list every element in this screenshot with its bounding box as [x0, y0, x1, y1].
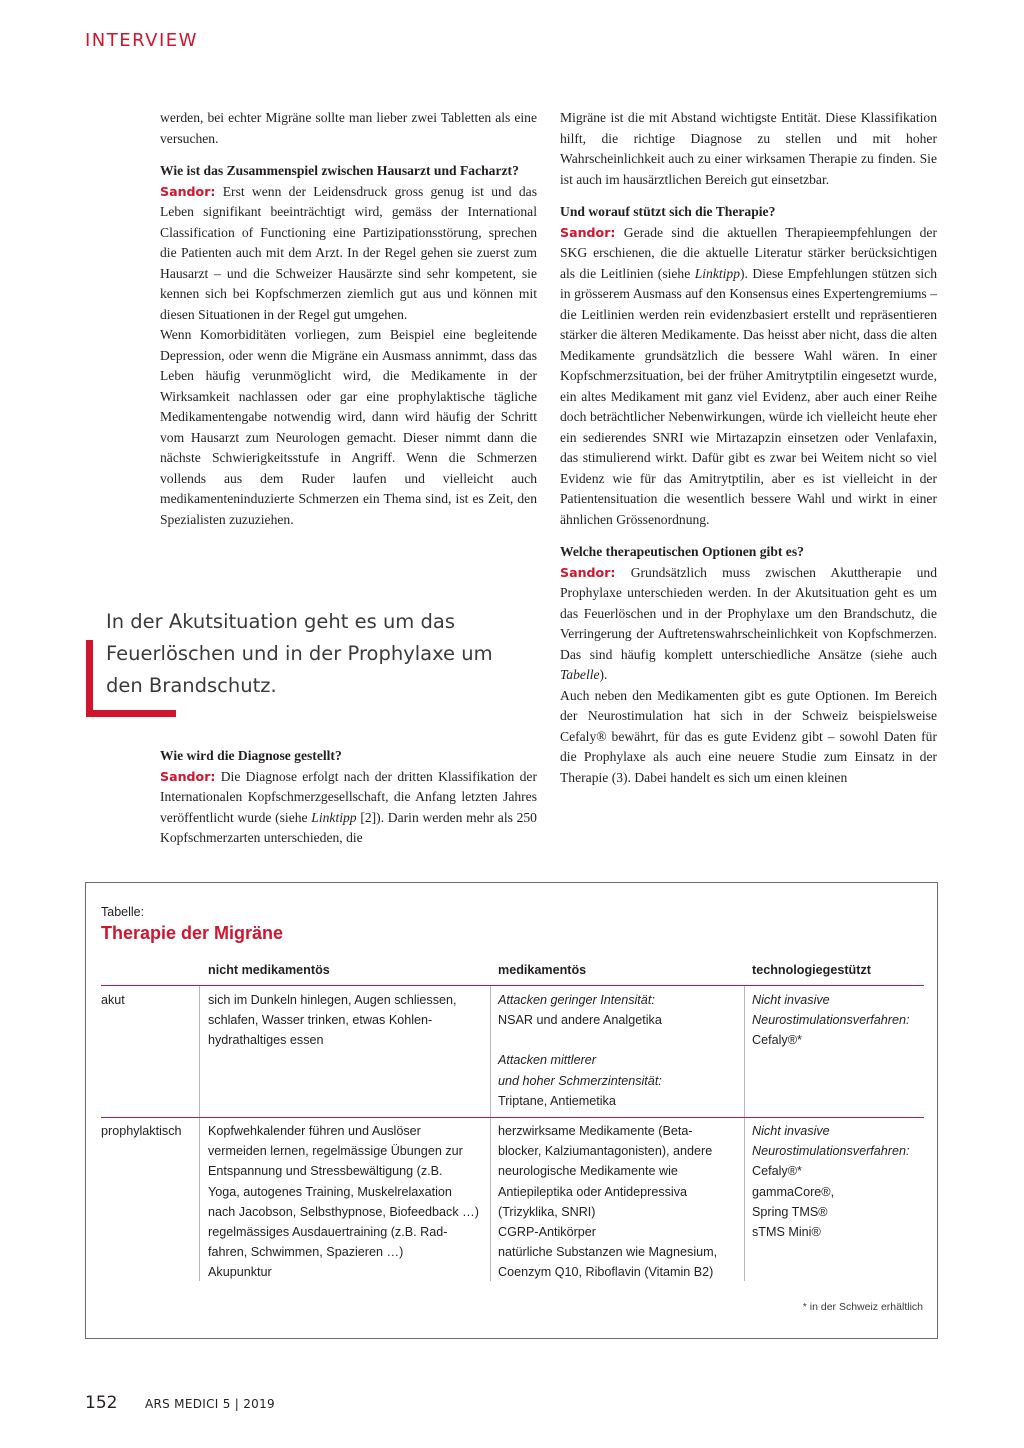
page-number: 152: [85, 1393, 118, 1413]
cell-line: Neurostimulationsverfahren:: [752, 1144, 910, 1159]
pull-quote: In der Akutsituation geht es um das Feuerlöschen und in der Prophylaxe um den Brandschutz.: [106, 610, 493, 697]
header-tech: technologiegestützt: [752, 963, 871, 977]
pull-quote-bracket-vertical: [86, 640, 93, 717]
cell-line: gammaCore®,: [752, 1184, 835, 1199]
header-med: medikamentös: [498, 963, 587, 977]
cell-line: blocker, Kalziumantagonisten), andere: [498, 1144, 713, 1159]
cell-line: natürliche Substanzen wie Magnesium,: [498, 1245, 718, 1260]
cell-line: CGRP-Antikörper: [498, 1225, 596, 1240]
paragraph: Migräne ist die mit Abstand wichtigste Entität. Diese Klassifikation hilft, die richtige Diagnose zu stellen und mit hoher Wahrscheinlichkeit auch zu einer wirksamen Therapie zu finden. Sie ist auch im hausärztlichen Bereich gut einsetzbar.: [560, 110, 937, 187]
cell-line: Antiepileptika oder Antidepressiva: [498, 1184, 688, 1199]
question-heading: Wie wird die Diagnose gestellt?: [160, 748, 342, 763]
answer-paragraph: [560, 563, 937, 686]
table-title: Therapie der Migräne: [101, 923, 284, 943]
answer-text: Grundsätzlich muss zwischen Akuttherapie und Prophylaxe unterschieden werden. In der Akutsituation geht es um das Feuerlöschen und in der Prophylaxe um den Brandschutz, die Verringerung der Auftretenswahrscheinlichkeit von Kopfschmerzen. Das sind häufig komplett unterschiedliche Ansätze (siehe auch: [560, 564, 937, 662]
paragraph: Wenn Komorbiditäten vorliegen, zum Beispiel eine begleitende Depression, oder wenn die Migräne ein Ausmass annimmt, dass das Leben häufig verunmöglicht wird, die Medikamente in der Wirksamkeit nachlassen oder gar eine prophylaktische tägliche Medikamentengabe notwendig wird, dann wird häufig der Schritt vom Hausarzt zum Neurologen gemacht. Dieser nimmt dann die nächste Schwierigkeitsstufe in Angriff. Wenn die Schmerzen vollends aus dem Ruder laufen und vielleicht auch medikamenteninduzierte Schmerzen ein Thema sind, ist es Zeit, den Spezialisten zuzuziehen.: [160, 327, 537, 527]
answer-text: ). Diese Empfehlungen stützen sich in grösserem Ausmass auf den Konsensus eines Expertengremiums – die Leitlinien werden rein evidenzbasiert erstellt und repräsentieren stärker die älteren Medikamente. Das heisst aber nicht, dass die alten Medikamente grundsätzlich die bessere Wahl wären. In einer Kopfschmerzsituation, bei der früher Amitrytptilin eingesetzt wurde, ein altes Medikament mit ganz viel Evidenz, aber auch einer Reihe doch beträchtlicher Nebenwirkungen, würde ich vielleicht heute eher ein sedierendes SNRI wie Mirtazapzin einsetzen oder Venlafaxin, das stimulierend wirkt. Dafür gibt es zwar bei Weitem nicht so viel Evidenz wie für das Amitrytptilin, aber es ist vielleicht in der Patientensituation die wesentlich bessere Wahl und wirkt in einer ähnlichen Grössenordnung.: [560, 265, 937, 527]
cell-line: sTMS Mini®: [752, 1225, 821, 1240]
column-divider: [744, 986, 745, 1281]
answer-text: Die Diagnose erfolgt nach der dritten Klassifikation der Internationalen Kopfschmerzgesellschaft, die Anfang letzten Jahres veröffentlicht wurde (siehe: [160, 768, 537, 825]
cell-line: und hoher Schmerzintensität:: [498, 1073, 662, 1088]
table-rule: [101, 985, 924, 986]
cell-line: Triptane, Antiemetika: [498, 1093, 616, 1108]
table-cell: [498, 1121, 717, 1283]
cell-line: schlafen, Wasser trinken, etwas Kohlen-: [208, 1013, 433, 1028]
cell-line: Akupunktur: [208, 1265, 272, 1280]
table-cell: [752, 990, 910, 1051]
cell-line: Attacken geringer Intensität:: [498, 993, 655, 1007]
cell-line: NSAR und andere Analgetika: [498, 1013, 662, 1028]
row-label: akut: [101, 993, 125, 1007]
therapy-table: [85, 882, 938, 1339]
cell-line: Kopfwehkalender führen und Auslöser: [208, 1124, 421, 1138]
paragraph: werden, bei echter Migräne sollte man lieber zwei Tabletten als eine versuchen.: [160, 110, 537, 146]
paragraph: Auch neben den Medikamenten gibt es gute Optionen. Im Bereich der Neurostimulation hat sich in der Schweiz beispielsweise Cefaly® bewährt, für das es gute Evidenz gibt – sowohl Daten für die Prophylaxe als auch eine neuere Studie zum Einsatz in der Therapie (3). Dabei handelt es sich um einen kleinen: [560, 687, 937, 785]
cell-line: (Trizyklika, SNRI): [498, 1204, 596, 1219]
table-rule: [101, 1117, 924, 1118]
cell-line: Spring TMS®: [752, 1204, 828, 1219]
link-reference[interactable]: Linktipp: [694, 265, 741, 281]
cell-line: herzwirksame Medikamente (Beta-: [498, 1124, 693, 1138]
column-divider: [199, 986, 200, 1281]
answer-paragraph: [160, 182, 537, 326]
table-cell: [752, 1121, 910, 1242]
pull-quote-bracket-horizontal: [86, 710, 176, 717]
speaker-name: Sandor:: [560, 224, 616, 240]
speaker-name: Sandor:: [160, 183, 216, 199]
answer-text: [2]). Darin werden mehr als 250 Kopfschmerzarten unterschieden, die: [160, 809, 537, 845]
table-footnote: * in der Schweiz erhältlich: [802, 1301, 923, 1313]
section-label: INTERVIEW: [85, 30, 198, 51]
row-label: prophylaktisch: [101, 1124, 182, 1138]
link-reference[interactable]: Linktipp: [311, 809, 357, 825]
cell-line: Neurostimulationsverfahren:: [752, 1013, 910, 1028]
question-heading: Welche therapeutischen Optionen gibt es?: [560, 544, 804, 559]
cell-line: Cefaly®*: [752, 1033, 802, 1048]
cell-line: nach Jacobson, Selbsthypnose, Biofeedback …): [208, 1204, 479, 1219]
right-column: [560, 108, 937, 788]
speaker-name: Sandor:: [560, 564, 616, 580]
cell-line: vermeiden lernen, regelmässige Übungen zur: [208, 1144, 463, 1159]
left-column-bottom: [160, 746, 537, 849]
table-reference[interactable]: Tabelle: [560, 667, 600, 682]
table-cell: [208, 1121, 479, 1283]
cell-line: Entspannung und Stressbewältigung (z.B.: [208, 1164, 443, 1179]
answer-paragraph: [560, 223, 937, 531]
question-heading: Und worauf stützt sich die Therapie?: [560, 204, 776, 219]
answer-text: Erst wenn der Leidensdruck gross genug ist und das Leben signifikant beeinträchtigt wird, gemäss der International Classification of Functioning eine Partizipationsstörung, sprechen die Patienten auch mit dem Arzt. In der Regel gehen sie zuerst zum Hausarzt – und die Schweizer Hausärzte sind sehr kompetent, sie kennen sich bei Kopfschmerzen ziemlich gut aus und können mit diesen Situationen in der Regel gut umgehen.: [160, 183, 537, 322]
cell-line: neurologische Medikamente wie: [498, 1164, 678, 1179]
cell-line: Attacken mittlerer: [498, 1053, 596, 1068]
table-cell: [498, 990, 662, 1111]
answer-text: Gerade sind die aktuellen Therapieempfehlungen der SKG erschienen, die die aktuelle Literatur stärker berücksichtigen als die Leitlinien (siehe: [560, 224, 937, 281]
cell-line: fahren, Schwimmen, Spazieren …): [208, 1245, 404, 1260]
journal-citation: ARS MEDICI 5 | 2019: [145, 1397, 275, 1411]
cell-line: regelmässiges Ausdauertraining (z.B. Rad-: [208, 1225, 448, 1240]
question-heading: Wie ist das Zusammenspiel zwischen Hausarzt und Facharzt?: [160, 163, 519, 178]
column-divider: [490, 986, 491, 1281]
answer-text: ).: [599, 667, 608, 682]
speaker-name: Sandor:: [160, 768, 216, 784]
cell-line: hydrathaltiges essen: [208, 1033, 324, 1048]
table-cell: [208, 990, 457, 1051]
header-nonmed: nicht medikamentös: [208, 963, 330, 977]
cell-line: Nicht invasive: [752, 993, 830, 1007]
table-label: Tabelle:: [101, 905, 145, 919]
answer-paragraph: [160, 767, 537, 849]
cell-line: sich im Dunkeln hinlegen, Augen schliessen,: [208, 993, 457, 1007]
cell-line: Cefaly®*: [752, 1164, 802, 1179]
cell-line: Nicht invasive: [752, 1124, 830, 1138]
cell-line: Yoga, autogenes Training, Muskelrelaxation: [208, 1184, 452, 1199]
left-column-top: [160, 108, 537, 530]
cell-line: Coenzym Q10, Riboflavin (Vitamin B2): [498, 1265, 714, 1280]
